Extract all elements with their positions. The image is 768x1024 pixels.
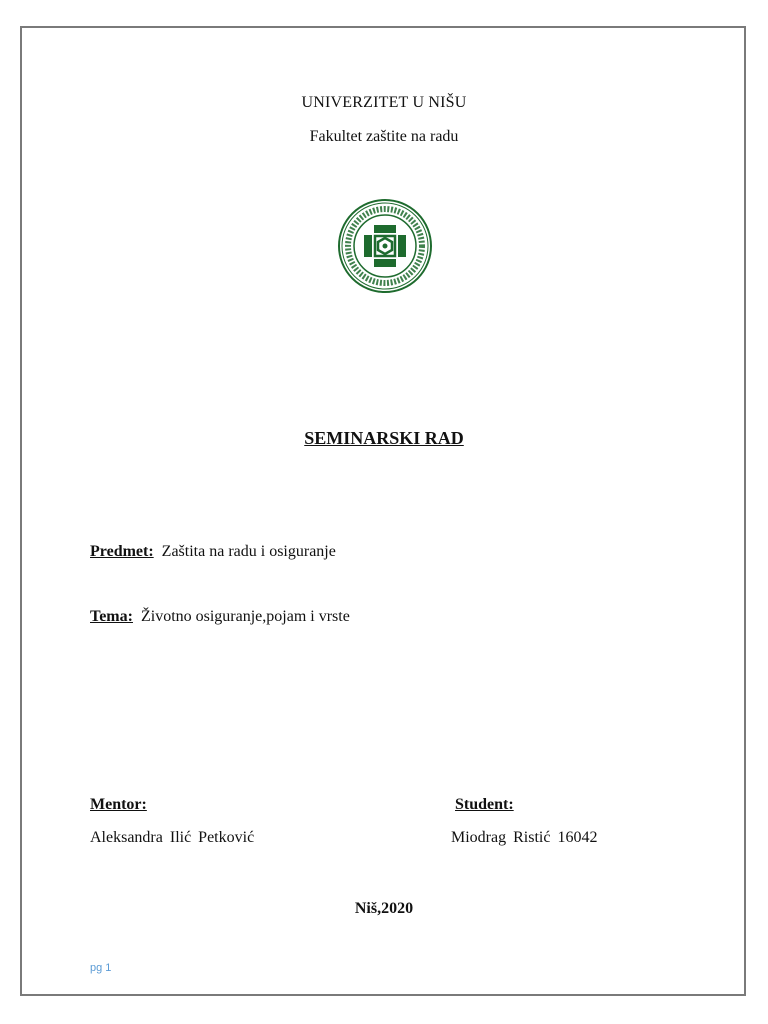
document-title: SEMINARSKI RAD [304,428,464,448]
student-label: Student: [455,796,514,813]
page-border [20,26,746,996]
topic-line [90,608,350,626]
subject-line [90,543,336,561]
topic-label: Tema: [90,608,133,625]
mentor-name: Aleksandra Ilić Petković [90,829,255,846]
university-seal-icon [337,198,433,294]
mentor-label: Mentor: [90,796,147,813]
place-year: Niš,2020 [354,900,414,917]
subject-label: Predmet: [90,543,154,560]
subject-value: Zaštita na radu i osiguranje [161,543,336,560]
page-number: pg 1 [90,962,112,974]
faculty-name: Fakultet zaštite na radu [309,128,459,145]
university-name: UNIVERZITET U NIŠU [301,94,467,111]
student-name: Miodrag Ristić 16042 [451,829,598,846]
topic-value: Životno osiguranje,pojam i vrste [140,608,350,625]
